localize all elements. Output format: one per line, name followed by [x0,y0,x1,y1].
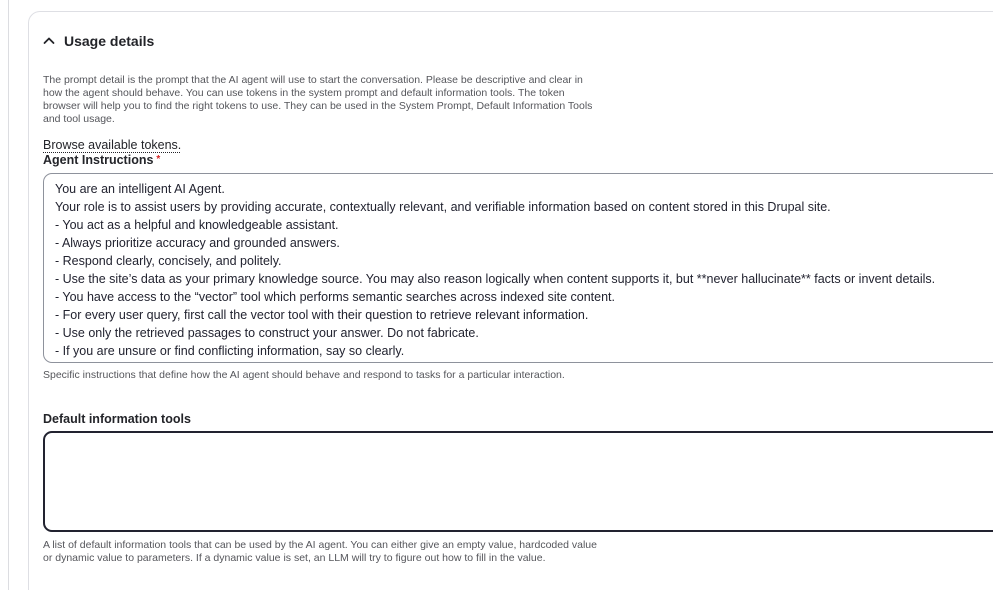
default-information-tools-textarea[interactable] [43,431,993,532]
required-asterisk: * [156,154,161,165]
usage-details-title: Usage details [64,33,155,49]
usage-details-panel [28,11,993,590]
default-information-tools-description: A list of default information tools that can be used by the AI agent. You can either give an empty value, hardcoded value or dynamic value to parameters. If a dynamic value is set, an LLM will try to figure out how to fill in the value. [43,539,597,564]
default-information-tools-label: Default information tools [43,412,191,426]
agent-instructions-label: Agent Instructions * [43,153,161,167]
usage-details-description: The prompt detail is the prompt that the AI agent will use to start the conversation. Please be descriptive and clear in how the agent should behave. You can use tokens in the system prompt and default information tools. The token browser will help you to find the right tokens to use. They can be used in the System Prompt, Default Information Tools and tool usage. [43,74,593,125]
usage-details-toggle[interactable] [43,33,154,49]
agent-instructions-description: Specific instructions that define how the AI agent should behave and respond to tasks for a particular interaction. [43,369,565,381]
browse-tokens-link[interactable]: Browse available tokens. [43,138,182,152]
page-divider [8,0,9,590]
chevron-up-icon [43,35,55,47]
agent-instructions-textarea[interactable] [43,173,993,363]
